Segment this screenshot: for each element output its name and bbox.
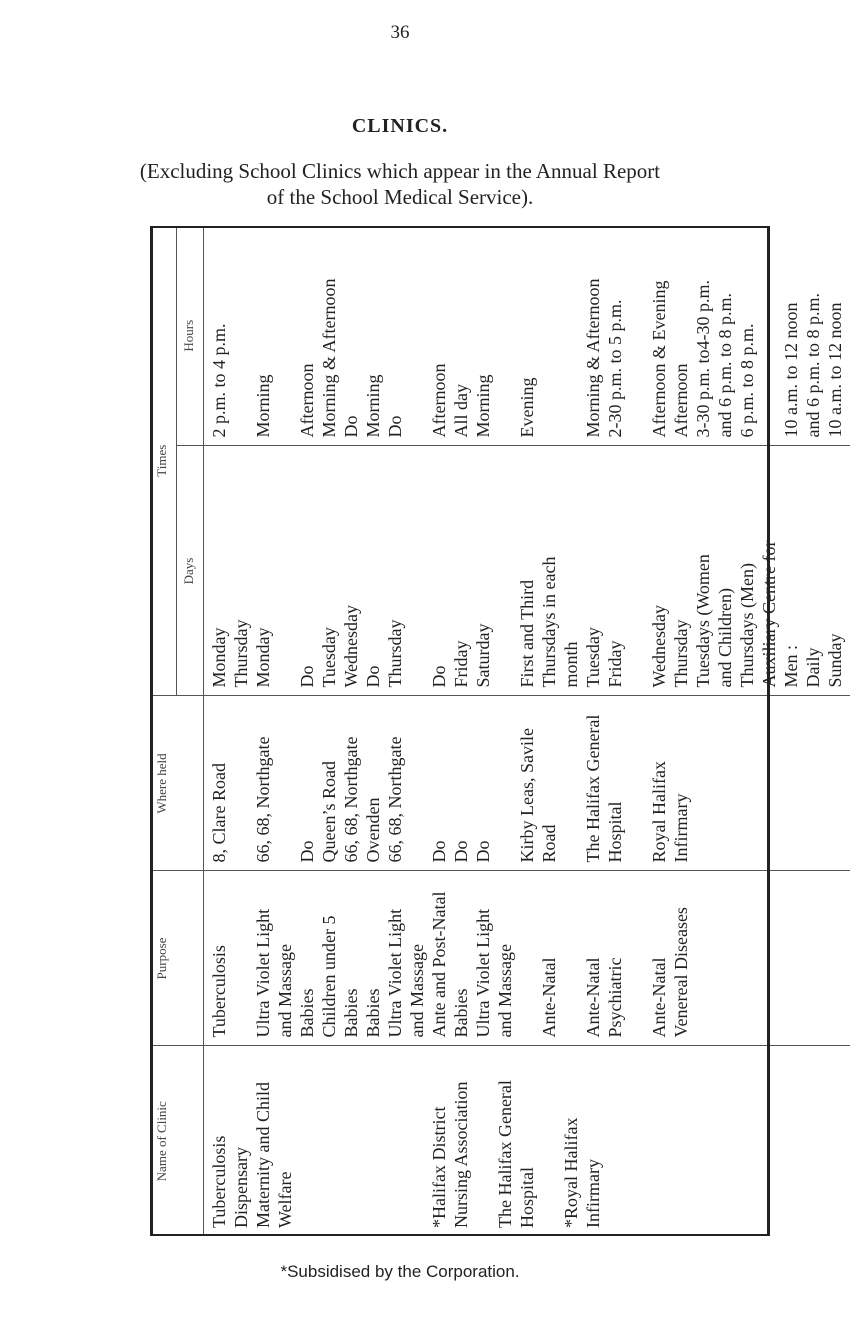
days-line: and Children): [715, 588, 735, 688]
where-line: [494, 705, 516, 863]
name-line: Maternity and Child: [253, 1082, 273, 1228]
name-line: [340, 1055, 362, 1229]
purpose-line: Ante-Natal: [539, 957, 559, 1038]
where-line: [274, 705, 296, 863]
purpose-line: Ultra Violet Light: [385, 908, 405, 1038]
hours-line: Afternoon: [671, 363, 691, 438]
days-line: Tuesday: [319, 627, 339, 688]
purpose-line: [560, 880, 582, 1038]
days-line: [626, 455, 648, 688]
hours-line: [758, 234, 780, 438]
name-line: Tuberculosis: [209, 1135, 229, 1228]
hours-line: [626, 234, 648, 438]
name-line: *Halifax District: [429, 1106, 449, 1228]
hours-line: 2 p.m. to 4 p.m.: [209, 323, 229, 438]
name-line: *Royal Halifax: [561, 1117, 581, 1228]
where-line: Queen’s Road: [319, 761, 339, 863]
purpose-line: and Massage: [495, 944, 515, 1038]
purpose-line: Tuberculosis: [209, 945, 229, 1038]
where-line: [626, 705, 648, 863]
where-line: Ovenden: [363, 797, 383, 863]
name-line: [318, 1055, 340, 1229]
days-line: Men :: [781, 645, 801, 688]
header-times: Times: [150, 226, 177, 696]
days-line: Saturday: [473, 623, 493, 688]
where-line: Royal Halifax: [649, 761, 669, 863]
days-line: Thursday: [231, 619, 251, 688]
header-hours: Hours: [177, 226, 204, 446]
purpose-line: Psychiatric: [605, 957, 625, 1038]
days-column: [204, 446, 850, 696]
hours-line: Evening: [517, 377, 537, 438]
where-line: 66, 68, Northgate: [341, 736, 361, 863]
purpose-line: [230, 880, 252, 1038]
purpose-line: Ante-Natal: [649, 957, 669, 1038]
where-line: 66, 68, Northgate: [385, 736, 405, 863]
name-line: [384, 1055, 406, 1229]
hours-line: Morning: [473, 374, 493, 438]
purpose-line: Children under 5: [319, 915, 339, 1038]
page-number: 36: [390, 22, 410, 43]
purpose-line: and Massage: [275, 944, 295, 1038]
where-line: Do: [297, 840, 317, 863]
days-line: Do: [429, 665, 449, 688]
where-line: Road: [539, 824, 559, 863]
name-line: Hospital: [517, 1167, 537, 1228]
hours-line: Do: [385, 415, 405, 438]
name-line: [362, 1055, 384, 1229]
hours-line: and 6 p.m. to 8 p.m.: [803, 293, 823, 438]
where-line: Do: [451, 840, 471, 863]
name-line: The Halifax General: [495, 1080, 515, 1228]
days-line: Do: [363, 665, 383, 688]
purpose-line: Ultra Violet Light: [473, 908, 493, 1038]
page-subtitle: [0, 158, 800, 210]
hours-line: Morning: [253, 374, 273, 438]
purpose-line: Venereal Diseases: [671, 907, 691, 1038]
name-line: Welfare: [275, 1171, 295, 1228]
hours-line: Morning & Afternoon: [319, 278, 339, 438]
days-line: Wednesday: [649, 604, 669, 688]
purpose-line: Babies: [363, 988, 383, 1038]
hours-line: Morning: [363, 374, 383, 438]
where-line: Do: [429, 840, 449, 863]
hours-column: [204, 226, 850, 446]
days-line: Thursday: [385, 619, 405, 688]
name-line: [472, 1055, 494, 1229]
days-line: Wednesday: [341, 604, 361, 688]
footnote: *Subsidised by the Corporation.: [280, 1262, 520, 1281]
purpose-column: [204, 871, 850, 1046]
days-line: First and Third: [517, 579, 537, 688]
hours-line: Afternoon: [429, 363, 449, 438]
where-line: 8, Clare Road: [209, 763, 229, 863]
where-line: Do: [473, 840, 493, 863]
purpose-line: [516, 880, 538, 1038]
days-line: Sunday: [825, 633, 845, 688]
hours-line: and 6 p.m. to 8 p.m.: [715, 293, 735, 438]
name-line: Dispensary: [231, 1147, 251, 1228]
where-line: Hospital: [605, 801, 625, 863]
page-title: CLINICS.: [351, 115, 449, 137]
hours-line: 10 a.m. to 12 noon: [825, 302, 845, 438]
days-line: month: [561, 641, 581, 688]
days-line: Daily: [803, 647, 823, 688]
days-line: Auxiliary Centre for: [759, 540, 779, 688]
hours-line: All day: [451, 384, 471, 438]
name-line: [538, 1055, 560, 1229]
where-line: Infirmary: [671, 793, 691, 863]
days-line: Monday: [209, 627, 229, 688]
days-line: Thursdays (Men): [737, 563, 757, 688]
days-line: [494, 455, 516, 688]
days-line: Thursday: [671, 619, 691, 688]
hours-line: [494, 234, 516, 438]
hours-line: Do: [341, 415, 361, 438]
days-line: Friday: [605, 640, 625, 688]
subtitle-line-1: (Excluding School Clinics which appear in the Annual Report: [139, 159, 661, 183]
hours-line: Afternoon: [297, 363, 317, 438]
hours-line: [560, 234, 582, 438]
days-line: Tuesdays (Women: [693, 554, 713, 688]
purpose-line: Babies: [451, 988, 471, 1038]
header-where-held: Where held: [150, 696, 204, 871]
days-line: [406, 455, 428, 688]
days-line: Monday: [253, 627, 273, 688]
where-line: The Halifax General: [583, 714, 603, 863]
days-line: Tuesday: [583, 627, 603, 688]
header-days: Days: [177, 446, 204, 696]
hours-line: [230, 234, 252, 438]
name-line: [296, 1055, 318, 1229]
header-purpose: Purpose: [150, 871, 204, 1046]
clinics-table: [150, 226, 850, 1236]
purpose-line: [626, 880, 648, 1038]
name-line: Nursing Association: [451, 1081, 471, 1228]
subtitle-line-2: of the School Medical Service).: [266, 185, 534, 209]
name-line: Infirmary: [583, 1159, 603, 1228]
purpose-line: Ante and Post-Natal: [429, 891, 449, 1038]
hours-line: 10 a.m. to 12 noon: [781, 302, 801, 438]
header-name-of-clinic: Name of Clinic: [150, 1046, 204, 1236]
hours-line: 3-30 p.m. to4-30 p.m.: [693, 280, 713, 438]
purpose-line: Ante-Natal: [583, 957, 603, 1038]
hours-line: Afternoon & Evening: [649, 280, 669, 438]
days-line: Do: [297, 665, 317, 688]
where-held-column: [204, 696, 850, 871]
days-line: Thursdays in each: [539, 556, 559, 688]
purpose-line: Babies: [341, 988, 361, 1038]
hours-line: [274, 234, 296, 438]
hours-line: [406, 234, 428, 438]
purpose-line: and Massage: [407, 944, 427, 1038]
purpose-line: Ultra Violet Light: [253, 908, 273, 1038]
hours-line: 6 p.m. to 8 p.m.: [737, 323, 757, 438]
clinics-table-wrapper: [150, 226, 845, 1236]
hours-line: [538, 234, 560, 438]
where-line: [230, 705, 252, 863]
name-line: [406, 1055, 428, 1229]
where-line: [406, 705, 428, 863]
where-line: [560, 705, 582, 863]
where-line: 66, 68, Northgate: [253, 736, 273, 863]
days-line: [274, 455, 296, 688]
clinics-table-rotated: [150, 226, 845, 1236]
days-line: Friday: [451, 640, 471, 688]
where-line: Kirby Leas, Savile: [517, 728, 537, 863]
hours-line: Morning & Afternoon: [583, 278, 603, 438]
hours-line: 2-30 p.m. to 5 p.m.: [605, 299, 625, 438]
purpose-line: Babies: [297, 988, 317, 1038]
name-column: [204, 1046, 850, 1236]
